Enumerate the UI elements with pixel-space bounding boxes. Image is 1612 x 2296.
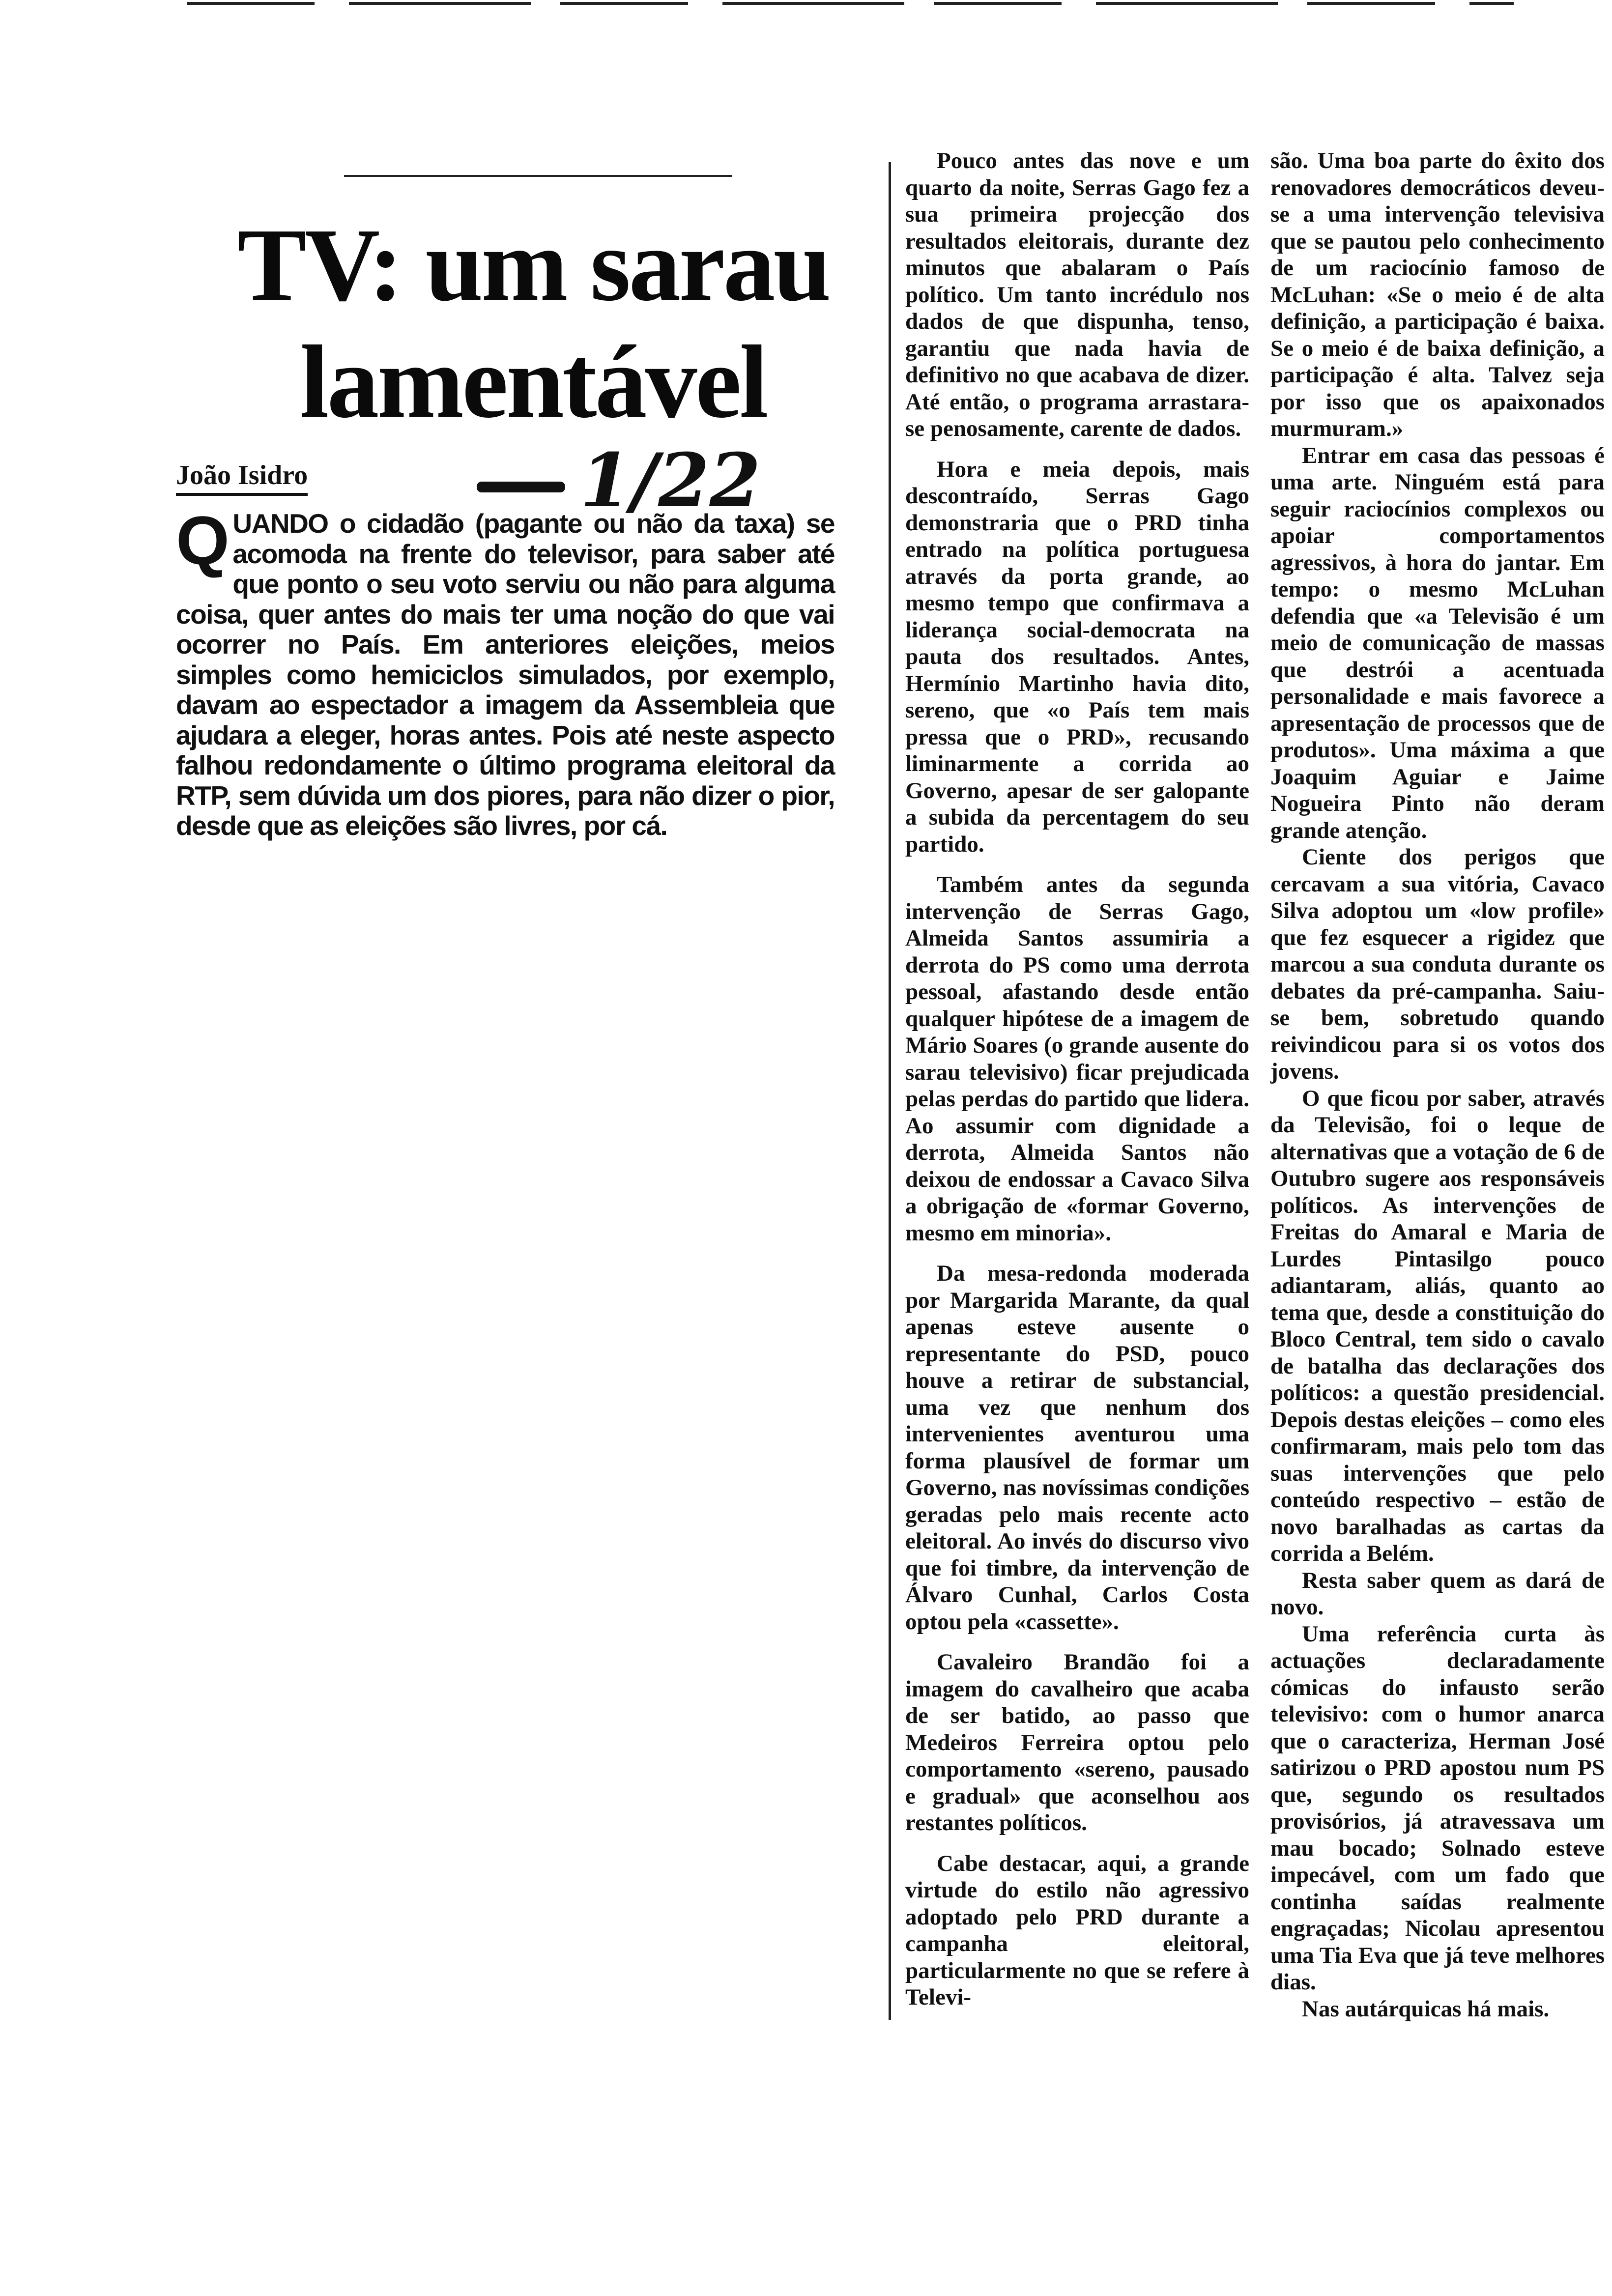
drop-cap: Q: [176, 502, 229, 579]
paragraph: Cabe destacar, aqui, a grande virtude do estilo não agressivo adoptado pelo PRD durante a campanha eleitoral, particularmente no que se refere à Televi-: [905, 1850, 1249, 2010]
paragraph: Entrar em casa das pessoas é uma arte. Ninguém está para seguir raciocínios complexos ou apoiar comportamentos agressivos, à hora do jantar. Em tempo: o mesmo McLuhan defendia que «a Televisão é um meio de comunicação de massas que destrói a acentuada personalidade e mais favorece a apresentação de processos que de produtos». Uma máxima a que Joaquim Aguiar e Jaime Nogueira Pinto não deram grande atenção.: [1270, 442, 1605, 843]
lead-text: UANDO o cidadão (pagante ou não da taxa) se acomoda na frente do televisor, para saber até que ponto o seu voto serviu ou não para alguma coisa, quer antes do mais ter uma noção do que vai ocorrer no País. Em anteriores eleições, meios simples como hemiciclos simulados, por exemplo, davam ao espectador a imagem da Assembleia que ajudara a eleger, horas antes. Pois até neste aspecto falhou redondamente o último programa eleitoral da RTP, sem dúvida um dos piores, para não dizer o pior, desde que as eleições são livres, por cá.: [176, 508, 835, 841]
lead-paragraph: [176, 502, 835, 841]
paragraph: Ciente dos perigos que cercavam a sua vitória, Cavaco Silva adoptou um «low profile» que fez esquecer a rigidez que marcou a sua conduta durante os debates da pré-campanha. Saiu-se bem, sobretudo quando reivindicou para si os votos dos jovens.: [1270, 844, 1605, 1084]
headline-rule: [344, 175, 732, 177]
paragraph: O que ficou por saber, através da Televisão, foi o leque de alternativas que a votação de 6 de Outubro sugere aos responsáveis políticos. As intervenções de Freitas do Amaral e Maria de Lurdes Pintasilgo pouco adiantaram, aliás, quanto ao tema que, desde a constituição do Bloco Central, tem sido o cavalo de batalha das declarações dos políticos: a questão presidencial. Depois destas eleições – como eles confirmaram, mais pelo tom das suas intervenções que pelo conteúdo respectivo – estão de novo baralhadas as cartas da corrida a Belém.: [1270, 1085, 1605, 1566]
headline-line-1: TV: um sarau: [237, 207, 830, 322]
paragraph: Resta saber quem as dará de novo.: [1270, 1567, 1605, 1620]
byline: João Isidro: [176, 459, 308, 496]
handwritten-dash: [477, 482, 565, 492]
column-divider: [889, 162, 891, 2020]
scan-artifact-line: [187, 2, 1514, 5]
article-column-1: [905, 147, 1249, 2025]
paragraph: Nas autárquicas há mais.: [1302, 1996, 1550, 2022]
paragraph: Pouco antes das nove e um quarto da noite, Serras Gago fez a sua primeira projecção dos resultados eleitorais, durante dez minutos que abalaram o País político. Um tanto incrédulo nos dados de que dispunha, tenso, garantiu que nada havia de definitivo no que acabava de dizer. Até então, o programa arrastara-se penosamente, carente de dados.: [905, 148, 1249, 441]
paragraph: são. Uma boa parte do êxito dos renovadores democráticos deveu-se a uma intervenção televisiva que se pautou pelo conhecimento de um raciocínio famoso de McLuhan: «Se o meio é de alta definição, a participação é baixa. Se o meio é de baixa definição, a participação é alta. Talvez seja por isso que os apaixonados murmuram.»: [1270, 148, 1605, 441]
handwritten-note-text: 1/22: [580, 437, 761, 524]
paragraph: Uma referência curta às actuações declaradamente cómicas do infausto serão televisivo: com o humor anarca que o caracteriza, Herman José satirizou o PRD apostou num PS que, segundo os resultados provisórios, já atravessava um mau bocado; Solnado esteve impecável, com um fado que continha saídas realmente engraçadas; Nicolau apresentou uma Tia Eva que já teve melhores dias.: [1270, 1621, 1605, 1995]
article-column-2: [1270, 147, 1605, 2022]
paragraph: Da mesa-redonda moderada por Margarida Marante, da qual apenas esteve ausente o representante do PSD, pouco houve a retirar de substancial, uma vez que nenhum dos intervenientes aventurou uma forma plausível de formar um Governo, nas novíssimas condições geradas pelo mais recente acto eleitoral. Ao invés do discurso vivo que foi timbre, da intervenção de Álvaro Cunhal, Carlos Costa optou pela «cassette».: [905, 1261, 1249, 1635]
headline-line-2: lamentável: [300, 324, 767, 439]
paragraph: Também antes da segunda intervenção de Serras Gago, Almeida Santos assumiria a derrota do PS como uma derrota pessoal, afastando desde então qualquer hipótese de a imagem de Mário Soares (o grande ausente do sarau televisivo) ficar prejudicada pelas perdas do partido que lidera. Ao assumir com dignidade a derrota, Almeida Santos não deixou de endossar a Cavaco Silva a obrigação de «formar Governo, mesmo em minoria».: [905, 872, 1249, 1246]
paragraph: Hora e meia depois, mais descontraído, Serras Gago demonstraria que o PRD tinha entrado na política portuguesa através da porta grande, ao mesmo tempo que confirmava a liderança social-democrata na pauta dos resultados. Antes, Hermínio Martinho havia dito, sereno, que «o País tem mais pressa que o PRD», recusando liminarmente a corrida ao Governo, apesar de ser galopante a subida da percentagem do seu partido.: [905, 456, 1249, 857]
headline: [206, 206, 860, 440]
paragraph: Cavaleiro Brandão foi a imagem do cavalheiro que acaba de ser batido, ao passo que Medeiros Ferreira optou pelo comportamento «sereno, pausado e gradual» que aconselhou aos restantes políticos.: [905, 1649, 1249, 1836]
